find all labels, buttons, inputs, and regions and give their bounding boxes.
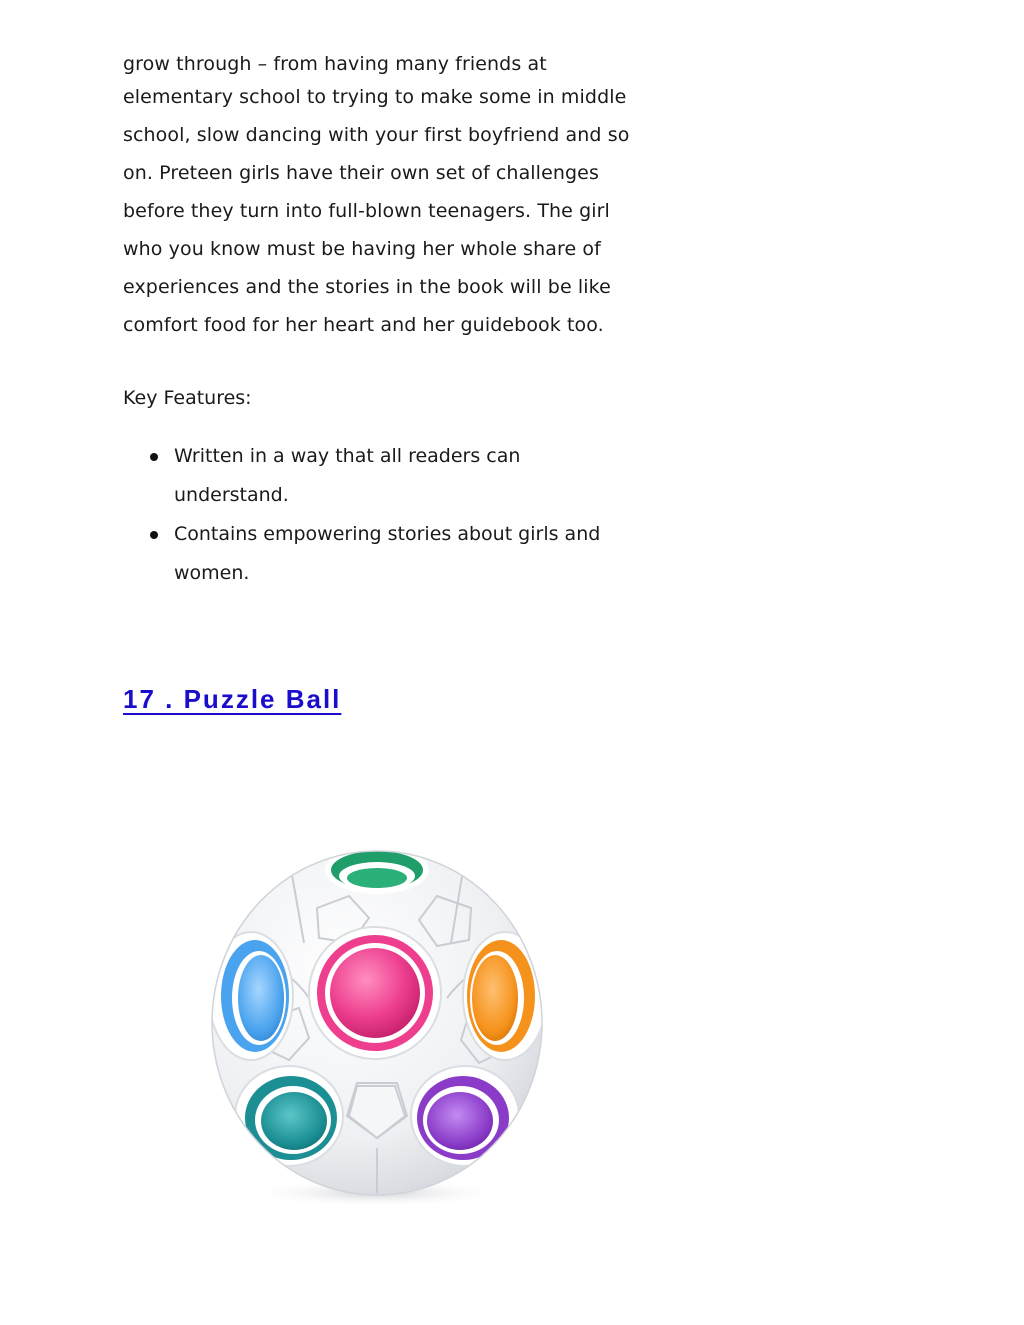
- bullet-icon: [150, 453, 158, 461]
- paragraph-line: who you know must be having her whole share of: [123, 238, 601, 260]
- bullet-icon: [150, 531, 158, 539]
- key-features-list: [148, 442, 628, 598]
- paragraph-line: grow through – from having many friends at: [123, 53, 547, 75]
- list-item: [148, 442, 628, 520]
- list-item-line: Contains empowering stories about girls and: [174, 523, 601, 545]
- list-item-line: understand.: [174, 484, 289, 506]
- paragraph-line: before they turn into full-blown teenagers. The girl: [123, 200, 610, 222]
- list-item-line: Written in a way that all readers can: [174, 445, 521, 467]
- list-item-line: women.: [174, 562, 250, 584]
- paragraph-line: school, slow dancing with your first boyfriend and so: [123, 124, 630, 146]
- key-features-label: Key Features:: [123, 387, 252, 409]
- rainbow-puzzle-ball-image: [209, 848, 549, 1208]
- paragraph-line: experiences and the stories in the book will be like: [123, 276, 611, 298]
- paragraph-line: comfort food for her heart and her guidebook too.: [123, 314, 604, 336]
- body-paragraph: [123, 50, 643, 349]
- list-item: [148, 520, 628, 598]
- section-heading-link[interactable]: 17 . Puzzle Ball: [123, 684, 342, 714]
- paragraph-line: elementary school to trying to make some in middle: [123, 86, 627, 108]
- paragraph-line: on. Preteen girls have their own set of challenges: [123, 162, 599, 184]
